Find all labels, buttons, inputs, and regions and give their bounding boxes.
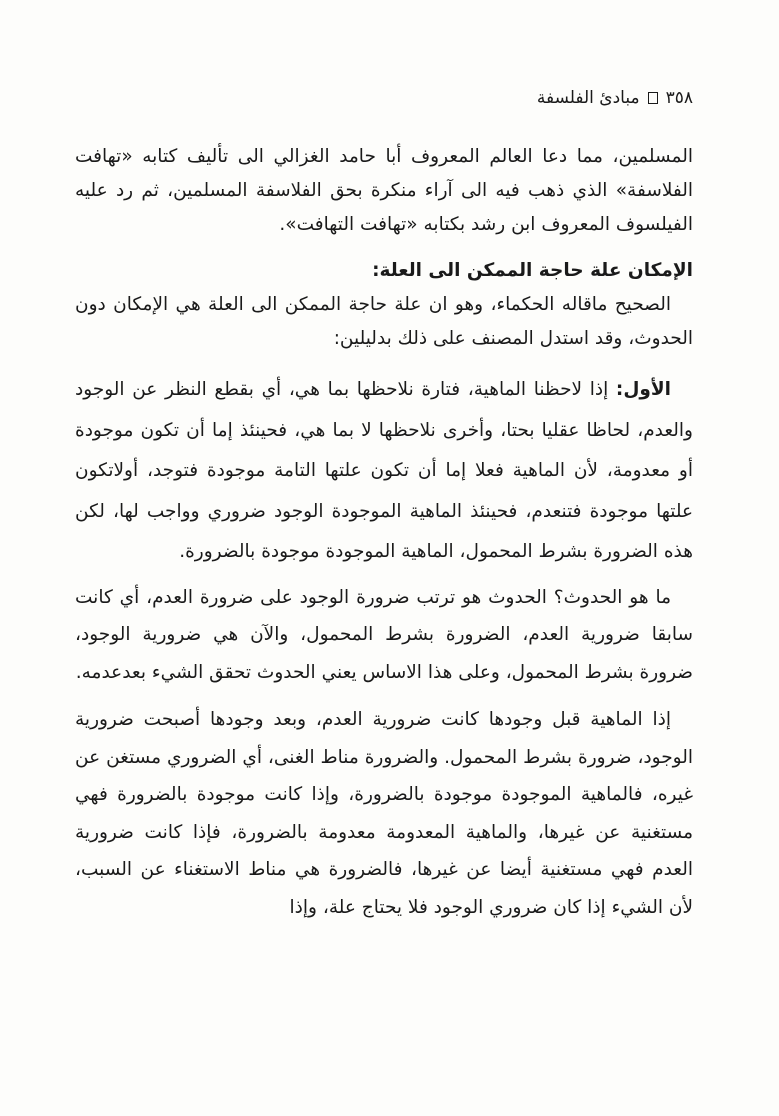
origination-paragraph xyxy=(75,579,693,692)
page-header xyxy=(537,88,693,108)
page-body xyxy=(75,140,693,926)
final-paragraph: إذا الماهية قبل وجودها كانت ضرورية العدم، وبعد وجودها أصبحت ضرورية الوجود، ضرورة بشرط المحمول. والضرورة مناط الغنى، أي الضروري مستغن عن غيره، فالماهية الموجودة موجودة بالضرورة، وإذا كانت موجودة بالضرورة فهي مستغنية عن غيرها، والماهية المعدومة معدومة بالضرورة، فإذا كانت ضرورية العدم فهي مستغنية أيضا عن غيرها، فالضرورة هي مناط الاستغناء عن السبب، لأن الشيء إذا كان ضروري الوجود فلا يحتاج علة، وإذا xyxy=(75,709,693,918)
origination-text: الحدوث هو ترتب ضرورة الوجود على ضرورة العدم، أي كانت سابقا ضرورية العدم، الضرورة بشرط المحمول، والآن هي ضرورية الوجود، ضرورة بشرط المحمول، وعلى هذا الاساس يعني الحدوث تحقق الشيء بعدعدمه. xyxy=(75,586,693,683)
section-intro-paragraph: الصحيح ماقاله الحكماء، وهو ان علة حاجة الممكن الى العلة هي الإمكان دون الحدوث، وقد استدل المصنف على ذلك بدليلين: xyxy=(75,294,693,349)
first-proof-label: الأول: xyxy=(615,379,671,400)
square-separator-icon xyxy=(648,92,658,104)
intro-paragraph: المسلمين، مما دعا العالم المعروف أبا حامد الغزالي الى تأليف كتابه «تهافت الفلاسفة» الذي ذهب فيه الى آراء منكرة بحق الفلاسفة المسلمين، ثم رد عليه الفيلسوف المعروف ابن رشد بكتابه «تهافت التهافت». xyxy=(75,146,693,235)
page-number: ٣٥٨ xyxy=(665,88,693,108)
first-proof-paragraph xyxy=(75,370,693,573)
first-proof-text: إذا لاحظنا الماهية، فتارة نلاحظها بما هي، أي بقطع النظر عن الوجود والعدم، لحاظا عقليا بحتا، وأخرى نلاحظها لا بما هي، فحينئذ إما أن تكون موجودة أو معدومة، لأن الماهية فعلا إما أن تكون علتها التامة موجودة فتوجد، أولاتكون علتها موجودة فتنعدم، فحينئذ الماهية الموجودة الوجود ضروري وواجب لها، لكن هذه الضرورة بشرط المحمول، الماهية الموجودة موجودة بالضرورة. xyxy=(75,379,693,562)
section-heading: الإمكان علة حاجة الممكن الى العلة: xyxy=(372,260,693,281)
origination-question: ما هو الحدوث؟ xyxy=(553,586,671,608)
book-title: مبادئ الفلسفة xyxy=(536,88,640,108)
